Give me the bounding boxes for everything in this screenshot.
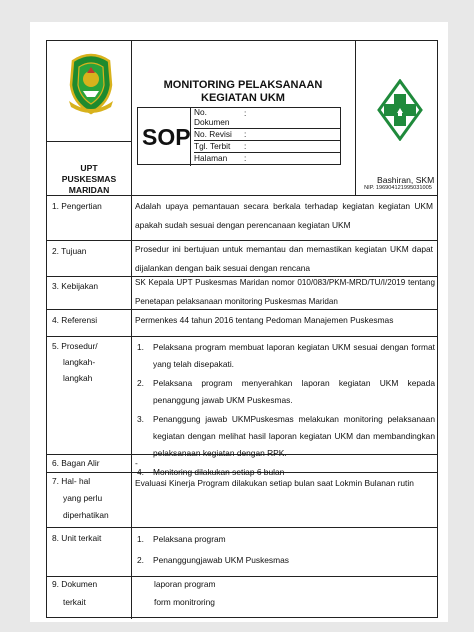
field-halaman-label: Halaman	[194, 153, 228, 163]
row-text-bagan-alir: -	[135, 458, 138, 468]
field-tgl-terbit-sep: :	[244, 141, 247, 151]
unit-terkait-item: 2. Penanggungjawab UKM Puskesmas	[137, 554, 289, 565]
row-label-referensi: 4. Referensi	[52, 315, 98, 325]
dokumen-label-line-2: terkait	[63, 597, 86, 607]
row-label-bagan-alir: 6. Bagan Alir	[52, 458, 100, 468]
prosedur-step-text: Pelaksana program membuat laporan kegiatan UKM sesuai dengan format yang telah disepakati.	[153, 342, 435, 369]
unit-terkait-item: 1. Pelaksana program	[137, 534, 226, 544]
prosedur-label-line-3: langkah	[63, 373, 93, 383]
unit-terkait-text: Pelaksana program	[153, 534, 226, 544]
field-tgl-terbit-label: Tgl. Terbit	[194, 141, 231, 151]
puskesmas-cross-icon	[377, 79, 423, 141]
document-page	[30, 22, 448, 622]
prosedur-steps	[137, 339, 435, 483]
org-line-2: PUSKESMAS	[61, 174, 117, 184]
prosedur-step: 4. Monitoring dilakukan setiap 6 bulan	[137, 467, 285, 477]
row-label-tujuan: 2. Tujuan	[52, 246, 87, 256]
unit-terkait-text: Penanggungjawab UKM Puskesmas	[153, 554, 289, 565]
regency-emblem-icon	[65, 51, 117, 115]
row-label-kebijakan: 3. Kebijakan	[52, 281, 99, 291]
row-text-referensi: Permenkes 44 tahun 2016 tentang Pedoman Manajemen Puskesmas	[135, 315, 394, 325]
prosedur-step: 3. Penanggung jawab UKMPuskesmas melakukan monitoring pelaksanaan kegiatan dengan melihat hasil laporan kegiatan UKM dan membandingkan pelaksanaan kegiatan dengan RPK.	[137, 414, 435, 458]
row-label-pengertian: 1. Pengertian	[52, 201, 102, 211]
row-label-hal-hal	[52, 473, 109, 524]
page-title: MONITORING PELAKSANAAN KEGIATAN UKM	[163, 79, 323, 104]
org-line-1: UPT	[80, 163, 98, 173]
row-text-kebijakan: SK Kepala UPT Puskesmas Maridan nomor 010/083/PKM-MRD/TU/I/2019 tentang Penetapan pelaksanaan monitoring Puskesmas Maridan	[135, 278, 435, 306]
field-no-dokumen-label: No. Dokumen	[194, 107, 230, 127]
org-line-3: MARIDAN	[68, 185, 110, 195]
dokumen-terkait-item: form monitroring	[154, 597, 215, 607]
field-no-revisi-label: No. Revisi	[194, 129, 232, 139]
prosedur-step: 2. Pelaksana program menyerahkan laporan kegiatan UKM kepada penanggung jawab UKM Puskesmas.	[137, 378, 435, 405]
signer-name: Bashiran, SKM	[377, 175, 435, 185]
dokumen-terkait-list	[154, 575, 424, 611]
dokumen-terkait-item: laporan program	[154, 579, 216, 589]
field-no-dokumen-sep: :	[244, 108, 247, 118]
field-halaman-sep: :	[244, 153, 247, 163]
row-label-dokumen-terkait	[52, 575, 97, 611]
prosedur-step: 1. Pelaksana program membuat laporan kegiatan UKM sesuai dengan format yang telah disepakati.	[137, 342, 435, 369]
row-text-tujuan: Prosedur ini bertujuan untuk memantau dan memastikan kegiatan UKM dapat dijalankan dengan baik sesuai dengan rencana	[135, 244, 433, 273]
dokumen-label-line-1: 9. Dokumen	[52, 579, 98, 589]
prosedur-label-line-1: 5. Prosedur/	[52, 341, 98, 351]
sop-info-box	[137, 107, 341, 165]
unit-terkait-list	[137, 530, 427, 571]
sop-fields	[194, 108, 340, 164]
signer-nip: NIP. 196904121995031005	[364, 185, 432, 191]
prosedur-step-text: Penanggung jawab UKMPuskesmas melakukan monitoring pelaksanaan kegiatan dengan melihat hasil laporan kegiatan UKM dan membandingkan pelaksanaan kegiatan dengan RPK.	[153, 414, 435, 458]
prosedur-step-text: Pelaksana program menyerahkan laporan kegiatan UKM kepada penanggung jawab UKM Puskesmas.	[153, 378, 435, 405]
row-text-pengertian: Adalah upaya pemantauan secara berkala terhadap kegiatan kegiatan UKM apakah sudah sesuai dengan perencanaan kegiatan UKM	[135, 201, 433, 230]
sop-table	[46, 40, 438, 618]
hal-hal-label-line-3: diperhatikan	[63, 510, 109, 520]
field-no-revisi-sep: :	[244, 129, 247, 139]
row-label-unit-terkait: 8. Unit terkait	[52, 533, 102, 543]
sop-label: SOP	[142, 124, 191, 150]
row-text-hal-hal: Evaluasi Kinerja Program dilakukan setiap bulan saat Lokmin Bulanan rutin	[135, 478, 414, 488]
row-label-prosedur	[52, 338, 98, 386]
organization-name	[47, 163, 131, 196]
hal-hal-label-line-2: yang perlu	[63, 493, 103, 503]
prosedur-step-text: Monitoring dilakukan setiap 6 bulan	[153, 467, 285, 477]
prosedur-label-line-2: langkah-	[63, 357, 96, 367]
hal-hal-label-line-1: 7. Hal- hal	[52, 476, 91, 486]
